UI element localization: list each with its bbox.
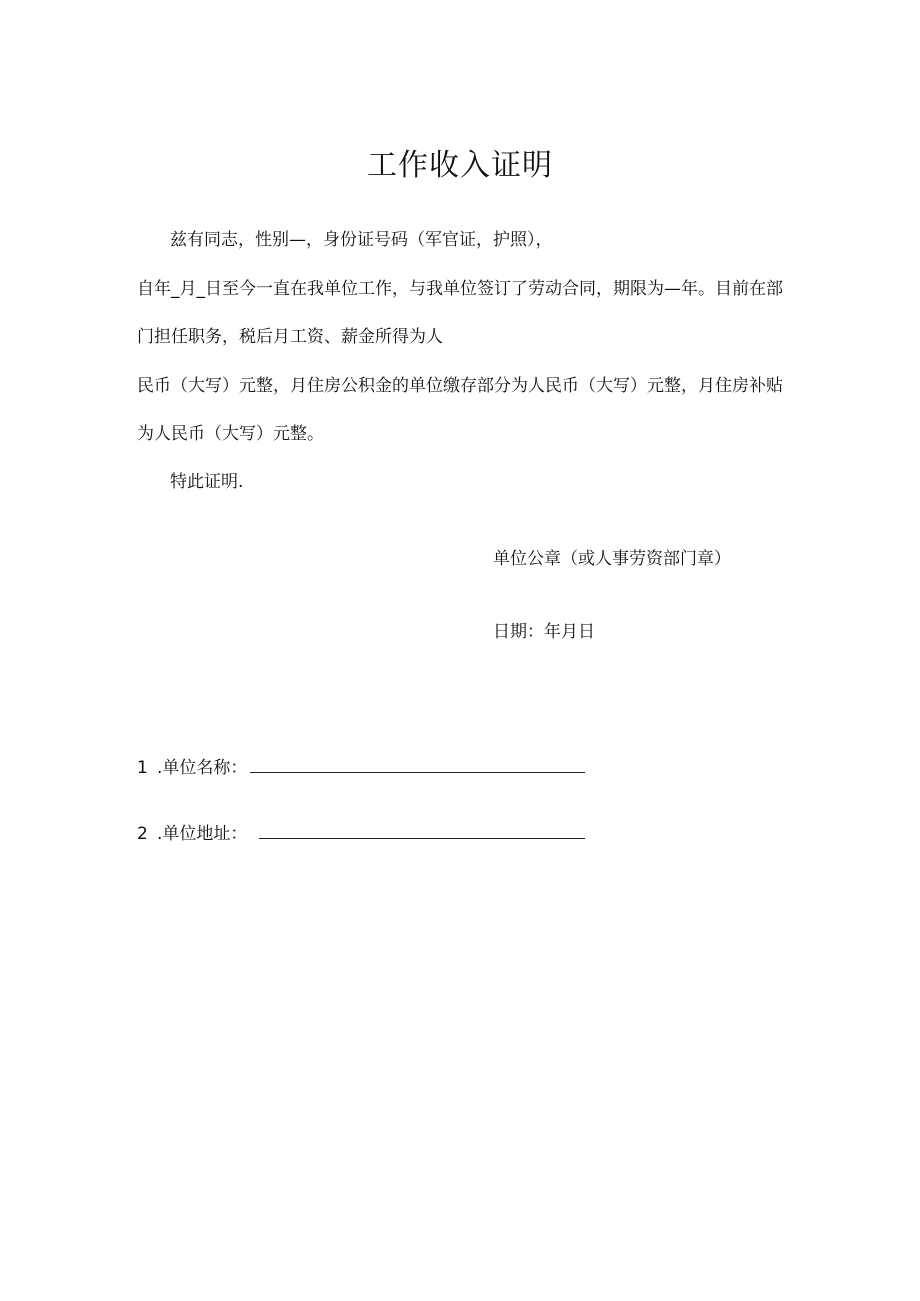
unit-address-blank[interactable] — [259, 838, 585, 839]
closing-statement: 特此证明. — [170, 472, 244, 492]
unit-name-blank[interactable] — [250, 772, 585, 773]
stamp-label: 单位公章（或人事劳资部门章） — [493, 549, 731, 569]
date-label: 日期：年月日 — [493, 622, 595, 642]
body-line-5: 为人民币（大写）元整。 — [137, 424, 324, 444]
field-unit-address — [137, 819, 247, 844]
field-label: .单位名称： — [157, 758, 248, 778]
field-unit-name — [137, 753, 247, 778]
field-number: 2 — [137, 824, 148, 844]
body-line-3: 门担任职务，税后月工资、薪金所得为人 — [137, 327, 443, 347]
body-line-2: 自年_月_日至今一直在我单位工作，与我单位签订了劳动合同，期限为—年。目前在部 — [137, 279, 783, 299]
field-label: .单位地址： — [157, 824, 248, 844]
body-line-1: 兹有同志，性别—，身份证号码（军官证，护照）， — [170, 230, 553, 250]
body-line-4: 民币（大写）元整，月住房公积金的单位缴存部分为人民币（大写）元整，月住房补贴 — [137, 376, 783, 396]
page-title: 工作收入证明 — [367, 148, 553, 183]
field-number: 1 — [137, 758, 148, 778]
